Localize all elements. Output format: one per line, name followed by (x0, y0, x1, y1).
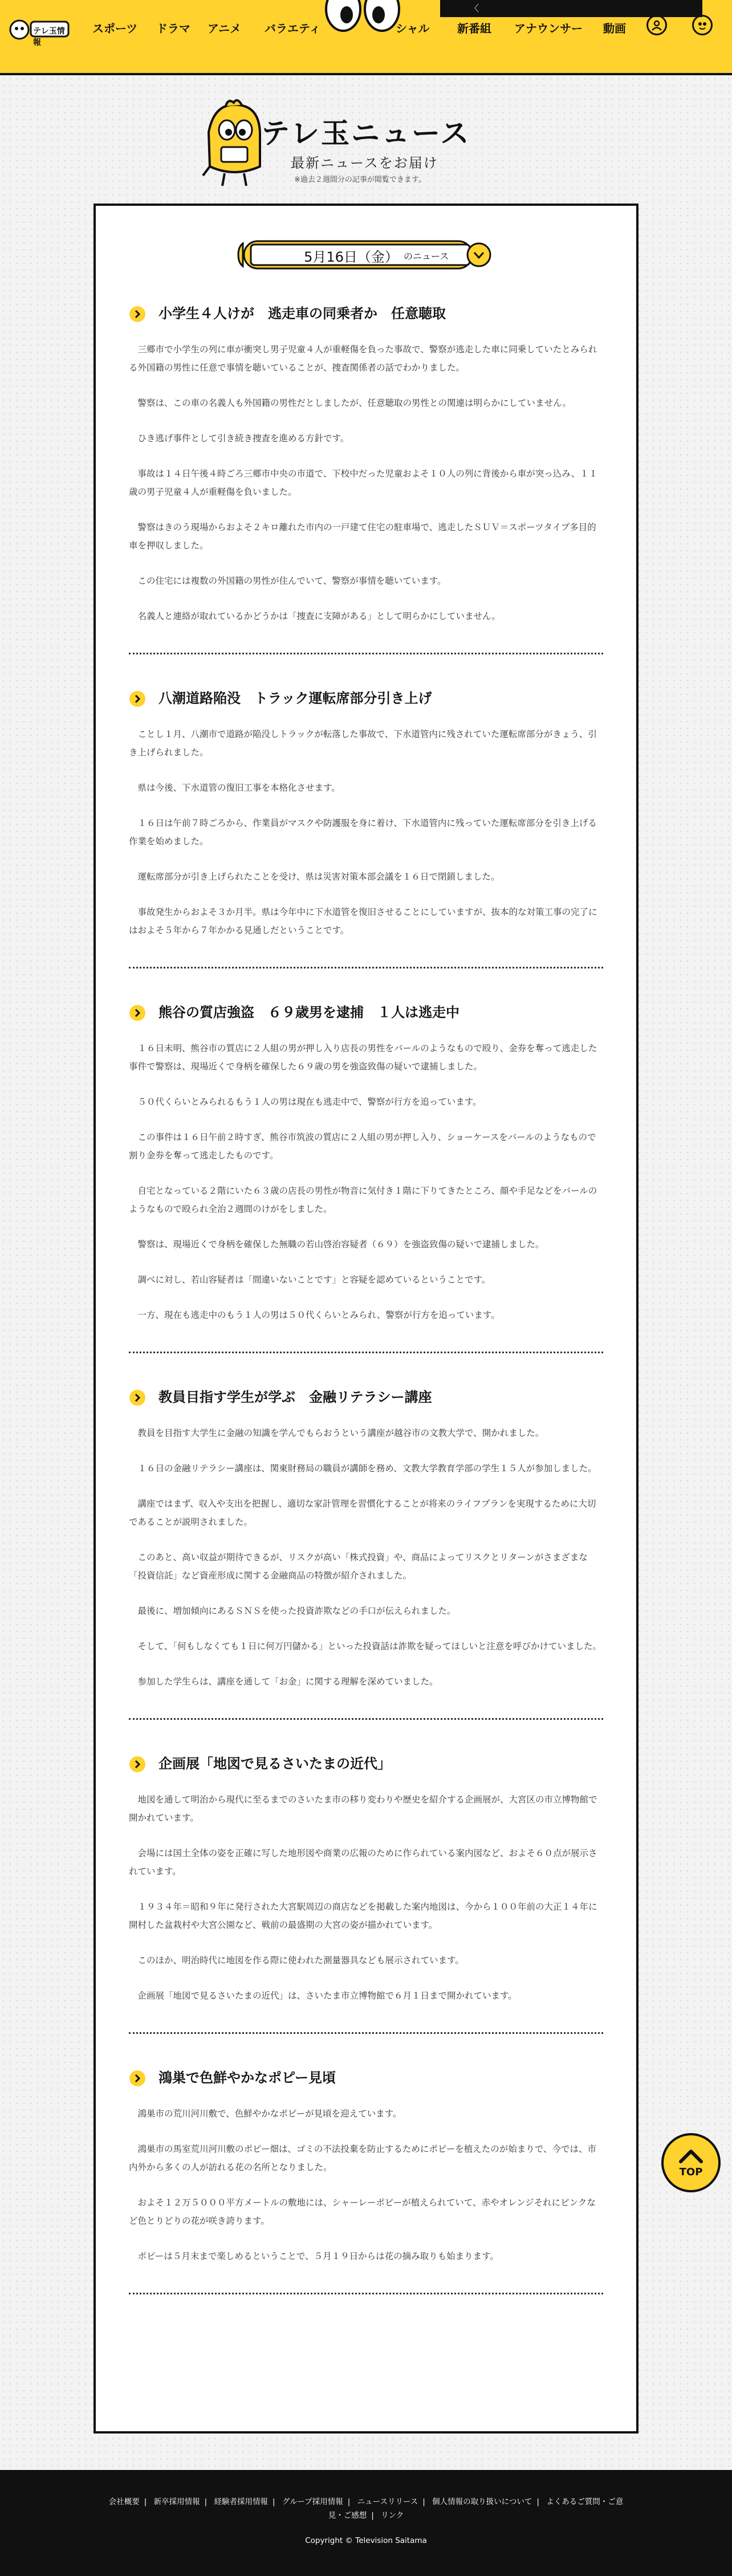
article-paragraph: １６日未明、熊谷市の質店に２人組の男が押し入り店長の男性をバールのようなもので殴り、金券を奪って逃走した事件で警察は、現場近くで身柄を確保した６９歳の男を強盗致傷の疑いで逮捕しました。 (129, 1043, 597, 1072)
article-paragraph: ポピーは５月末まで楽しめるということで、５月１９日からは花の摘み取りも始まります。 (137, 2251, 499, 2261)
article-paragraph: 調べに対し、若山容疑者は「間違いないことです」と容疑を認めているということです。 (137, 1275, 491, 1285)
article-paragraph: １６日は午前７時ごろから、作業員がマスクや防護服を身に着け、下水道管内に残っていた運転席部分を引き上げる作業を始めました。 (129, 818, 597, 847)
copyright: Copyright © Television Saitama (305, 2536, 427, 2545)
article-paragraph: 警察はきのう現場からおよそ２キロ離れた市内の一戸建て住宅の駐車場で、逃走したＳＵＶ＝スポーツタイプ多目的車を押収しました。 (129, 522, 596, 551)
article-paragraph: この事件は１６日午前２時すぎ、熊谷市筑波の質店に２人組の男が押し入り、ショーケースをバールのようなもので割り金券を奪って逃走したものです。 (129, 1132, 596, 1161)
article-paragraph: 教員を目指す大学生に金融の知識を学んでもらおうという講座が越谷市の文教大学で、開かれました。 (137, 1428, 544, 1438)
article-title: 教員目指す学生が学ぶ 金融リテラシー講座 (129, 1387, 603, 1407)
back-to-top-button[interactable] (661, 2133, 721, 2192)
article-paragraph: 運転席部分が引き上げられたことを受け、県は災害対策本部会議を１６日で閉鎖しました。 (137, 872, 500, 882)
article-title: 鴻巣で色鮮やかなポピー見頃 (129, 2068, 603, 2087)
user-icon[interactable] (646, 15, 667, 35)
article-paragraph: およそ１２万５０００平方メートルの敷地には、シャーレーポピーが植えられていて、赤やオレンジそれにピンクなど色とりどりの花が咲き誇ります。 (129, 2197, 596, 2226)
news-article (129, 1754, 603, 2034)
footer-link-faq[interactable]: よくあるご質問・ご意見・ご感想 (328, 2497, 624, 2520)
nav-item-variety[interactable]: バラエティ (265, 22, 321, 35)
article-paragraph: 企画展「地図で見るさいたまの近代」は、さいたま市立博物館で６月１日まで開かれています。 (137, 1991, 517, 2001)
article-paragraph: 自宅となっている２階にいた６３歳の店長の男性が物音に気付き１階に下りてきたところ、顔や手足などをバールのようなもので殴られ全治２週間のけがをしました。 (129, 1186, 597, 1214)
date-value: 5月16日（金） (304, 249, 398, 265)
logo-text: テレ玉情報 (33, 27, 65, 47)
nav-item-new-programs[interactable]: 新番組 (457, 22, 491, 35)
article-paragraph: 一方、現在も逃走中のもう１人の男は５０代くらいとみられ、警察が行方を追っています。 (137, 1310, 500, 1320)
article-title: 八潮道路陥没 トラック運転席部分引き上げ (129, 689, 603, 708)
top-bar (440, 0, 702, 17)
footer-link-group-recruit[interactable]: グループ採用情報 (282, 2497, 343, 2506)
footer-link-career-recruit[interactable]: 経験者採用情報 (214, 2497, 268, 2506)
mascot-character-icon (197, 98, 271, 189)
article-paragraph: 三郷市で小学生の列に車が衝突し男子児童４人が重軽傷を負った事故で、警察が逃走した車に同乗していたとみられる外国籍の男性に任意で事情を聴いていることが、捜査関係者の話でわかりました。 (129, 344, 597, 373)
article-paragraph: 鴻巣市の荒川河川敷で、色鮮やかなポピーが見頃を迎えています。 (137, 2109, 402, 2119)
article-paragraph: ５０代くらいとみられるもう１人の男は現在も逃走中で、警察が行方を追っています。 (137, 1097, 482, 1107)
chevron-right-icon (129, 1004, 146, 1022)
site-logo[interactable] (8, 13, 71, 47)
date-selector[interactable] (235, 238, 497, 272)
mascot-eyes-icon (323, 0, 402, 34)
footer-link-company[interactable]: 会社概要 (108, 2497, 140, 2506)
article-title: 小学生４人けが 逃走車の同乗者か 任意聴取 (129, 304, 603, 323)
footer-link-news-release[interactable]: ニュースリリース (357, 2497, 418, 2506)
news-article (129, 1003, 603, 1353)
article-paragraph: 参加した学生らは、講座を通して「お金」に関する理解を深めていました。 (137, 1676, 438, 1687)
article-paragraph: この住宅には複数の外国籍の男性が住んでいて、警察が事情を聴いています。 (137, 576, 446, 586)
footer-links: 会社概要 | 新卒採用情報 | 経験者採用情報 | グループ採用情報 | ニュースリリース | 個人情報の取り扱いについて | よくあるご質問・ご意見・ご感想 | リンク (108, 2497, 624, 2520)
article-title: 熊谷の質店強盗 ６９歳男を逮捕 １人は逃走中 (129, 1003, 603, 1022)
article-paragraph: ことし１月、八潮市で道路が陥没しトラックが転落した事故で、下水道管内に残されていた運転席部分がきょう、引き上げられました。 (129, 729, 597, 758)
chevron-right-icon (129, 1389, 146, 1406)
article-paragraph: 警察は、現場近くで身柄を確保した無職の若山啓治容疑者（６９）を強盗致傷の疑いで逮捕しました。 (137, 1239, 544, 1250)
chevron-right-icon (129, 2070, 146, 2087)
nav-item-announcers[interactable]: アナウンサー (514, 22, 583, 35)
chevron-right-icon (129, 306, 146, 323)
page-title: テレ玉ニュース (261, 117, 471, 150)
article-paragraph: １９３４年＝昭和９年に発行された大宮駅周辺の商店などを掲載した案内地図は、今から１００年前の大正１４年に開村した盆栽村や大宮公園など、戦前の最盛期の大宮の姿が描かれています。 (129, 1902, 597, 1930)
news-article (129, 689, 603, 968)
date-suffix: のニュース (404, 251, 449, 262)
news-article (129, 304, 603, 654)
article-paragraph: このあと、高い収益が期待できるが、リスクが高い「株式投資」や、商品によってリスクとリターンがさまざまな「投資信託」など資産形成に関する金融商品の特徴が紹介されました。 (129, 1552, 588, 1581)
article-paragraph: 鴻巣市の馬室荒川河川敷のポピー畑は、ゴミの不法投棄を防止するためにポピーを植えたのが始まりで、今では、市内外から多くの人が訪れる花の名所となりました。 (129, 2144, 596, 2172)
article-paragraph: 事故発生からおよそ３か月半。県は今年中に下水道管を復旧させることにしていますが、抜本的な対策工事の完了にはおよそ５年から７年かかる見通しだということです。 (129, 907, 597, 935)
nav-item-special[interactable]: シャル (396, 22, 430, 35)
news-content-box (93, 204, 639, 2433)
article-paragraph: 名義人と連絡が取れているかどうかは「捜査に支障がある」として明らかにしていません。 (137, 611, 501, 621)
article-paragraph: 地図を通して明治から現代に至るまでのさいたま市の移り変わりや歴史を紹介する企画展が、大宮区の市立博物館で開かれています。 (129, 1794, 597, 1823)
site-footer (0, 2470, 732, 2576)
nav-item-sports[interactable]: スポーツ (92, 22, 138, 35)
footer-link-links[interactable]: リンク (381, 2511, 404, 2520)
article-paragraph: そして、「何もしなくても１日に何万円儲かる」といった投資話は詐欺を疑ってほしいと注意を呼びかけていました。 (137, 1641, 601, 1651)
article-paragraph: 講座ではまず、収入や支出を把握し、適切な家計管理を習慣化することが将来のライフプランを実現するために大切であることが説明されました。 (129, 1499, 596, 1527)
nav-item-drama[interactable]: ドラマ (156, 22, 190, 35)
nav-item-videos[interactable]: 動画 (603, 22, 626, 35)
article-paragraph: 県は今後、下水道管の復旧工事を本格化させます。 (137, 783, 340, 793)
article-paragraph: 事故は１４日午後４時ごろ三郷市中央の市道で、下校中だった児童およそ１０人の列に背後から車が突っ込み、１１歳の男子児童４人が重軽傷を負いました。 (129, 469, 598, 497)
news-article (129, 2068, 603, 2294)
topbar-arrow[interactable]: 〈 (470, 3, 479, 14)
article-paragraph: 警察は、この車の名義人も外国籍の男性だとしましたが、任意聴取の男性との関連は明らかにしていません。 (137, 398, 571, 408)
article-title: 企画展「地図で見るさいたまの近代」 (129, 1754, 603, 1773)
article-paragraph: 会場には国土全体の姿を正確に写した地形図や商業の広報のために作られている案内図など、およそ６０点が展示されています。 (129, 1848, 597, 1877)
mascot-face-icon[interactable] (692, 15, 713, 35)
page-subtitle: 最新ニュースをお届け (291, 155, 438, 171)
nav-item-anime[interactable]: アニメ (208, 22, 241, 35)
chevron-right-icon (129, 690, 146, 707)
article-paragraph: このほか、明治時代に地図を作る際に使われた測量器具なども展示されています。 (137, 1955, 464, 1965)
page-title-area (0, 75, 732, 204)
article-paragraph: １６日の金融リテラシー講座は、関東財務局の職員が講師を務め、文教大学教育学部の学生１５人が参加しました。 (137, 1463, 597, 1474)
article-paragraph: ひき逃げ事件として引き続き捜査を進める方針です。 (137, 433, 349, 443)
article-paragraph: 最後に、増加傾向にあるＳＮＳを使った投資詐欺などの手口が伝えられました。 (137, 1606, 456, 1616)
back-to-top-label: TOP (679, 2166, 703, 2178)
chevron-right-icon (129, 1756, 146, 1773)
site-header (0, 0, 732, 75)
footer-link-privacy[interactable]: 個人情報の取り扱いについて (432, 2497, 532, 2506)
news-article (129, 1387, 603, 1720)
archive-note: ※過去２週間分の記事が閲覧できます。 (294, 176, 426, 184)
footer-link-new-grad-recruit[interactable]: 新卒採用情報 (153, 2497, 200, 2506)
